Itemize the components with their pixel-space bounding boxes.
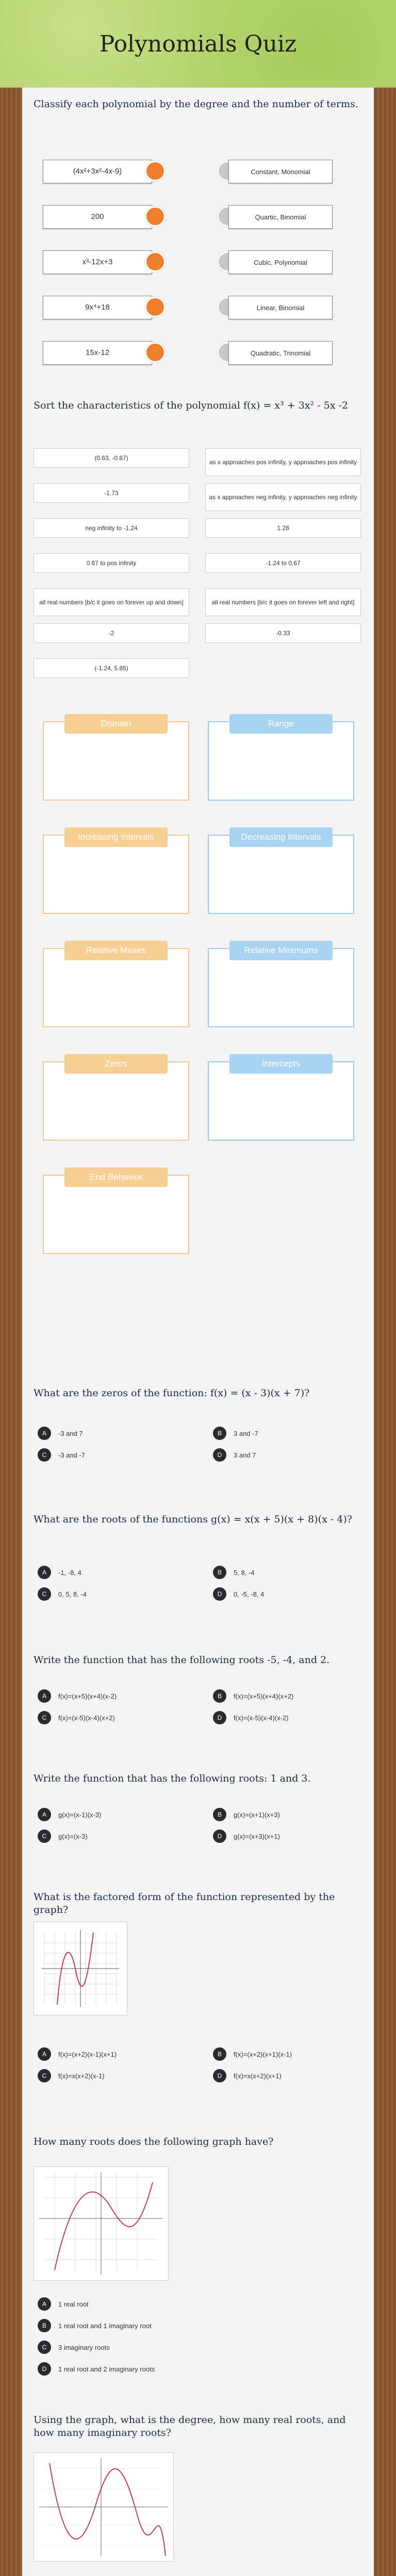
option-letter-badge: D (213, 2069, 226, 2082)
option-letter-badge: A (38, 1427, 51, 1440)
option-letter-badge: A (38, 1566, 51, 1579)
q6-option-text: g(x)=(x-3) (58, 1832, 88, 1840)
q7-option[interactable] (38, 2045, 192, 2063)
q5-option[interactable] (38, 1709, 192, 1726)
q4-prompt: What are the roots of the functions g(x) = x(x + 5)(x + 8)(x - 4)? (34, 1514, 352, 1525)
q4-option-text: -1, -8, 4 (58, 1568, 81, 1577)
q2-sort-item[interactable]: as x approaches pos infinity, y approaches pos infinity (205, 448, 361, 476)
header-banner (0, 0, 396, 88)
q8-option-text: 1 real root and 2 imaginary roots (58, 2365, 155, 2373)
q1-left-connector[interactable] (145, 206, 166, 227)
q1-left-connector[interactable] (145, 342, 166, 363)
option-letter-badge: D (213, 1448, 226, 1462)
q1-left-item[interactable]: x³-12x+3 (43, 250, 152, 274)
option-letter-badge: A (38, 1689, 51, 1703)
q2-category-zone[interactable] (43, 1172, 189, 1254)
q8-option[interactable] (38, 2338, 192, 2356)
q9-prompt: Using the graph, what is the degree, how many real roots, and how many imaginary roots? (34, 2414, 346, 2438)
option-letter-badge: B (213, 1427, 226, 1440)
q1-right-item[interactable]: Quadratic, Trinomial (228, 341, 333, 365)
q7-option[interactable] (38, 2067, 192, 2084)
q2-category-label: Relative Maxes (64, 941, 168, 960)
q3-option-text: 3 and 7 (234, 1451, 256, 1459)
q2-category-label: Range (229, 714, 333, 734)
q2-category-zone[interactable] (43, 1061, 189, 1141)
q2-sort-item[interactable]: all real numbers [b/c it goes on forever left and right] (205, 588, 361, 616)
option-letter-badge: B (213, 1566, 226, 1579)
q2-category-label: Increasing Intervals (64, 827, 168, 847)
q2-sort-item[interactable]: 1.28 (205, 518, 361, 538)
q2-category-zone[interactable] (43, 832, 189, 914)
option-letter-badge: D (213, 1829, 226, 1843)
q2-category-zone[interactable] (208, 721, 354, 801)
q6-prompt: Write the function that has the following roots: 1 and 3. (34, 1773, 311, 1784)
option-letter-badge: B (213, 2047, 226, 2061)
q8-option-text: 1 real root and 1 imaginary root (58, 2321, 152, 2330)
q2-category-zone[interactable] (43, 721, 189, 801)
q3-option-text: -3 and -7 (58, 1451, 86, 1459)
q7-option-text: f(x)=(x+2)(x-1)(x+1) (58, 2050, 117, 2058)
q5-option-text: f(x)=(x-5)(x-4)(x+2) (58, 1714, 115, 1722)
q1-left-item[interactable]: 200 (43, 205, 152, 229)
q2-category-label: Domain (64, 714, 168, 734)
q8-option[interactable] (38, 2360, 192, 2378)
q7-graph-image (34, 1922, 127, 2015)
q3-option[interactable] (38, 1446, 192, 1464)
option-letter-badge: D (38, 2362, 51, 2376)
q4-option[interactable] (38, 1585, 192, 1603)
q7-option-text: f(x)=(x+2)(x+1)(x-1) (234, 2050, 292, 2058)
q2-sort-item[interactable]: all real numbers [b/c it goes on forever up and down] (34, 588, 189, 616)
q5-option[interactable] (213, 1709, 368, 1726)
q2-category-label: Intercepts (229, 1054, 333, 1074)
q7-option[interactable] (213, 2067, 368, 2084)
q6-option[interactable] (213, 1806, 368, 1823)
q2-sort-item[interactable]: as x approaches neg infinity, y approaches neg infinity (205, 483, 361, 511)
q6-option[interactable] (38, 1806, 192, 1823)
q2-category-zone[interactable] (208, 945, 354, 1027)
q2-sort-item[interactable]: (-1.24, 5.85) (34, 658, 189, 678)
q6-option-text: g(x)=(x+3)(x+1) (234, 1832, 280, 1840)
q2-sort-item[interactable]: neg infinity to -1.24 (34, 518, 189, 538)
q1-left-connector[interactable] (145, 161, 166, 181)
q4-option-text: 0, -5, -8, 4 (234, 1590, 265, 1598)
q9-graph (34, 2453, 173, 2561)
option-letter-badge: A (38, 2297, 51, 2311)
q1-right-item[interactable]: Constant, Monomial (228, 160, 333, 183)
q8-option[interactable] (38, 2295, 192, 2313)
q2-category-zone[interactable] (208, 832, 354, 914)
q8-prompt: How many roots does the following graph have? (34, 2136, 274, 2147)
q8-graph-image (34, 2166, 169, 2281)
q8-graph (34, 2167, 168, 2280)
option-letter-badge: D (213, 1711, 226, 1724)
option-letter-badge: C (38, 1829, 51, 1843)
q8-option-text: 3 imaginary roots (58, 2343, 110, 2351)
option-letter-badge: B (213, 1689, 226, 1703)
option-letter-badge: A (38, 1808, 51, 1821)
q2-category-label: End Behavior (64, 1167, 168, 1187)
q4-option[interactable] (38, 1564, 192, 1581)
q1-right-item[interactable]: Cubic, Polynomial (228, 250, 333, 274)
q8-option-text: 1 real root (58, 2300, 89, 2308)
option-letter-badge: D (213, 1587, 226, 1601)
option-letter-badge: C (38, 1711, 51, 1724)
q2-sort-item[interactable]: -1.24 to 0.67 (205, 553, 361, 573)
q5-option[interactable] (38, 1687, 192, 1705)
q2-category-label: Decreasing Intervals (229, 827, 333, 847)
q1-left-item[interactable]: 9x⁴+18 (43, 296, 152, 319)
option-letter-badge: A (38, 2047, 51, 2061)
q2-category-label: Zeros (64, 1054, 168, 1074)
q2-sort-item[interactable]: 0.67 to pos infinity (34, 553, 189, 573)
q8-option[interactable] (38, 2317, 192, 2334)
q2-sort-item[interactable]: (0.63, -0.87) (34, 448, 189, 468)
q6-option[interactable] (38, 1827, 192, 1845)
q7-option-text: f(x)=x(x+2)(x-1) (58, 2072, 105, 2080)
q3-option[interactable] (213, 1425, 368, 1442)
q7-option[interactable] (213, 2045, 368, 2063)
q5-option-text: f(x)=(x-5)(x-4)(x-2) (234, 1714, 289, 1722)
q7-graph (34, 1922, 127, 2015)
q6-option[interactable] (213, 1827, 368, 1845)
q3-option-text: 3 and -7 (234, 1429, 258, 1437)
q2-sort-item[interactable]: -0.33 (205, 623, 361, 643)
q1-right-item[interactable]: Linear, Binomial (228, 296, 333, 319)
q1-left-item[interactable]: (4x²+3x²-4x-9) (43, 160, 152, 183)
q3-prompt: What are the zeros of the function: f(x) = (x - 3)(x + 7)? (34, 1387, 310, 1399)
q2-prompt: Sort the characteristics of the polynomial f(x) = x³ + 3x² - 5x -2 (34, 400, 349, 411)
q9-graph-image (34, 2452, 174, 2562)
q1-left-connector[interactable] (145, 251, 166, 272)
q7-option-text: f(x)=x(x+2)(x+1) (234, 2072, 282, 2080)
page-title: Polynomials Quiz (99, 31, 297, 57)
option-letter-badge: C (38, 2341, 51, 2354)
q2-sort-item[interactable]: -1.73 (34, 483, 189, 503)
q1-left-connector[interactable] (145, 297, 166, 317)
option-letter-badge: C (38, 1587, 51, 1601)
q3-option[interactable] (213, 1446, 368, 1464)
q2-category-zone[interactable] (208, 1061, 354, 1141)
q6-option-text: g(x)=(x+1)(x+3) (234, 1810, 280, 1819)
q1-left-item[interactable]: 15x-12 (43, 341, 152, 365)
q2-category-label: Relative Minimums (229, 941, 333, 960)
q7-prompt: What is the factored form of the function represented by the graph? (34, 1891, 335, 1916)
q5-prompt: Write the function that has the following roots -5, -4, and 2. (34, 1654, 330, 1666)
quiz-sheet (22, 88, 374, 2576)
q1-right-item[interactable]: Quartic, Binomial (228, 205, 333, 229)
option-letter-badge: B (38, 2319, 51, 2332)
q4-option-text: 5, 8, -4 (234, 1568, 255, 1577)
option-letter-badge: C (38, 2069, 51, 2082)
q5-option-text: f(x)=(x+5)(x+4)(x+2) (234, 1692, 294, 1700)
q4-option[interactable] (213, 1585, 368, 1603)
q5-option[interactable] (213, 1687, 368, 1705)
q4-option[interactable] (213, 1564, 368, 1581)
q5-option-text: f(x)=(x+5)(x+4)(x-2) (58, 1692, 117, 1700)
option-letter-badge: B (213, 1808, 226, 1821)
q3-option-text: -3 and 7 (58, 1429, 83, 1437)
q1-prompt: Classify each polynomial by the degree and the number of terms. (34, 98, 358, 110)
q4-option-text: 0, 5, 8, -4 (58, 1590, 87, 1598)
option-letter-badge: C (38, 1448, 51, 1462)
q2-sort-item[interactable]: -2 (34, 623, 189, 643)
q2-category-zone[interactable] (43, 945, 189, 1027)
q6-option-text: g(x)=(x-1)(x-3) (58, 1810, 102, 1819)
q3-option[interactable] (38, 1425, 192, 1442)
